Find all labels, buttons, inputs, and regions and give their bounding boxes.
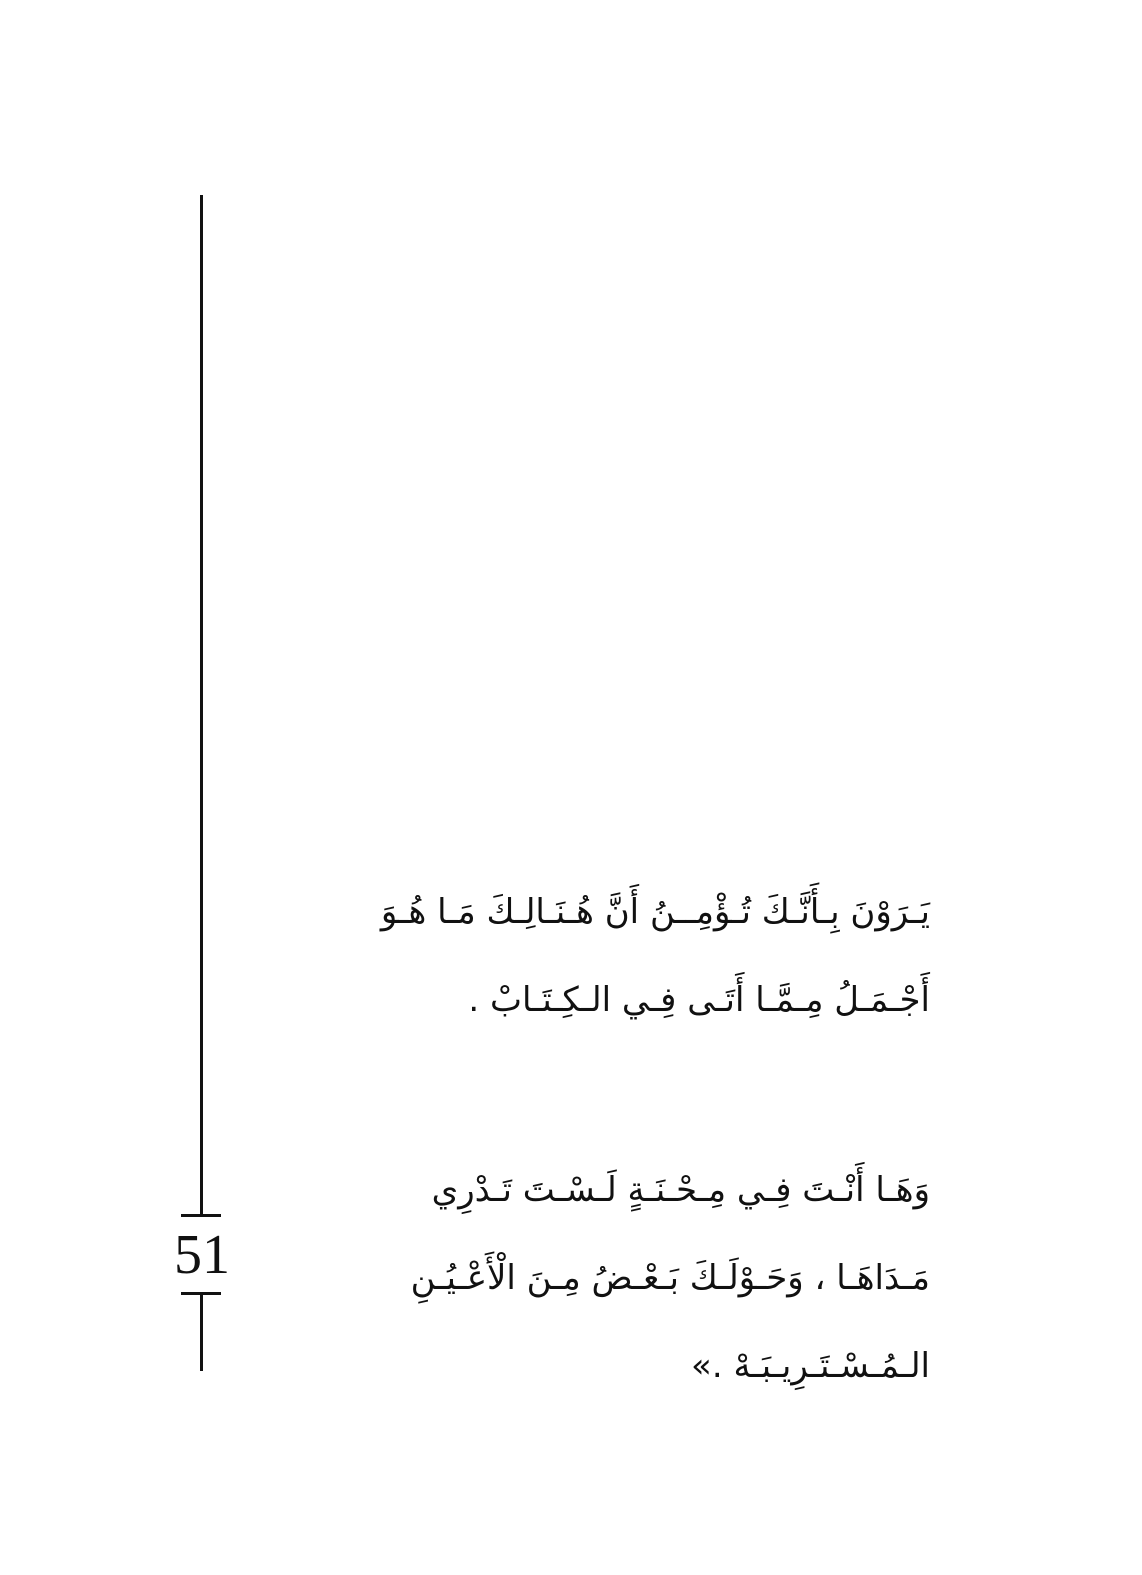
paragraph-2-line-1: وَهَـا أَنْـتَ فِـي مِـحْـنَـةٍ لَـسْـتَ تَـدْرِي <box>431 1170 930 1210</box>
paragraph-2-line-2: مَـدَاهَـا ، وَحَـوْلَـكَ بَـعْـضُ مِـنَ الْأَعْـيُـنِ <box>410 1258 930 1298</box>
page-number: 51 <box>174 1224 230 1286</box>
paragraph-2-line-3: الـمُـسْـتَـرِيـبَـهْ .» <box>691 1346 930 1386</box>
page-number-tick-upper <box>181 1214 221 1217</box>
margin-rule-upper <box>200 195 203 1215</box>
paragraph-1-line-1: يَـرَوْنَ بِـأَنَّـكَ تُـؤْمِــنُ أَنَّ هُـنَـالِـكَ مَـا هُـوَ <box>380 892 930 932</box>
paragraph-1 <box>290 868 930 1044</box>
paragraph-2 <box>290 1146 930 1410</box>
paragraph-1-line-2: أَجْـمَـلُ مِـمَّـا أَتَـى فِـي الـكِـتَـابْ . <box>468 980 930 1020</box>
margin-rule-lower <box>200 1293 203 1371</box>
